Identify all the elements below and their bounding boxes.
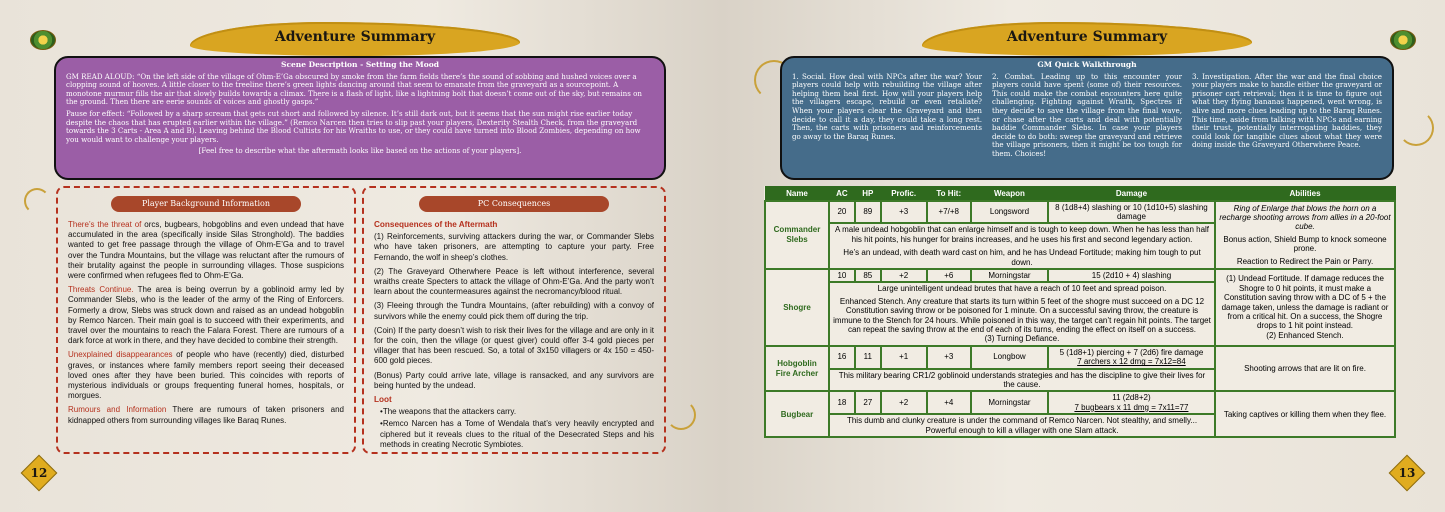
cell-abilities — [1215, 201, 1395, 269]
cell-ac: 20 — [829, 201, 855, 224]
col-hp: HP — [855, 187, 881, 201]
pc-consequences-box — [362, 186, 666, 454]
walkthrough-combat: 2. Combat. Leading up to this encounter your players could have spent (some of) their resources. This could make the combat encounters here quite challenging. Fighting against Wraith, Spectres if they decide to save the village from the final wave, or chase after the carts and deal with potentially baddie Commander Slebs. In case your players decide to do both: sweep the graveyard and retrieve the village prisoners, then it might be too tough for them. Choices! — [992, 71, 1182, 158]
cell-hit: +7/+8 — [927, 201, 971, 224]
table-row — [765, 269, 1395, 282]
damage-text: 7 bugbears x 11 dmg = 7x11=77 — [1074, 402, 1189, 412]
decorative-swirl — [1398, 110, 1434, 146]
cell-prof: +3 — [881, 201, 927, 224]
monster-name: Commander Slebs — [765, 201, 829, 269]
pc-title: PC Consequences — [419, 196, 609, 212]
cell-weapon: Longbow — [971, 346, 1048, 369]
aftermath-heading: Consequences of the Aftermath — [374, 220, 498, 229]
consequence-item: (1) Reinforcements, surviving attackers during the war, or Commander Slebs who have taken prisoners, are attempting to capture your party. Free Fernando, the wolf in sheep’s clothes. — [374, 232, 654, 262]
col-profic: Profic. — [881, 187, 927, 201]
decorative-swirl — [24, 188, 50, 214]
table-header-row — [765, 187, 1395, 201]
cell-prof: +2 — [881, 269, 927, 282]
ability-text: (2) Enhanced Stench. — [1266, 330, 1344, 340]
scene-note: [Feel free to describe what the aftermath looks like based on the actions of your players]. — [198, 146, 522, 156]
col-to-hit: To Hit: — [927, 187, 971, 201]
consequence-item: (Bonus) Party could arrive late, village is ransacked, and any survivors are being hunted by the undead. — [374, 370, 654, 390]
scene-title: Scene Description - Setting the Mood — [281, 60, 439, 69]
scene-description-box — [54, 56, 666, 180]
table-row — [765, 201, 1395, 224]
consequence-item: (3) Fleeing through the Tundra Mountains, (after rebuilding) with a convoy of survivors while the enemy could pick them off during the trip. — [374, 301, 654, 321]
damage-text: 7 archers x 12 dmg = 7x12=84 — [1077, 357, 1186, 367]
walkthrough-social: 1. Social. How deal with NPCs after the war? Your players could help with rebuilding the village after helping them heal first. How will your players help the villagers escape, rebuild or even retaliate? When your players clear the Graveyard and then decide to call it a day, they could take a long rest. Then, the carts with prisoners and reinforcements go away to the Baraq Runes. — [792, 71, 982, 141]
description-text: He’s an undead, with death ward cast on him, and he has Undead Fortitude; making him tough to put down. — [843, 248, 1201, 267]
page-number-badge — [21, 455, 58, 492]
page-number: 12 — [30, 466, 48, 480]
page-number-badge — [1389, 455, 1426, 492]
consequence-item: (2) The Graveyard Otherwhere Peace is left without interference, several wraiths create Specters to attack the village of Ohm-E’Ga. And the party won’t learn about the countermeasures against the necromancy/blood ritual. — [374, 266, 654, 297]
monster-stat-table — [764, 186, 1396, 438]
description-text: Enhanced Stench. Any creature that starts its turn within 5 feet of the shogre must succeed on a DC 12 Constitution saving throw or be poisoned for 1 minute. On a successful saving throw, the creature is immune to the Stench for 24 hours. While poisoned in this way, the target can’t regain hit points. The target can repeat the saving throw at the end of each of its turns, ending the effect on itself on a success. — [833, 296, 1211, 334]
player-background-box — [56, 186, 356, 454]
cell-hit: +4 — [927, 391, 971, 414]
cell-ac: 10 — [829, 269, 855, 282]
col-ac: AC — [829, 187, 855, 201]
ability-text: Ring of Enlarge that blows the horn on a recharge shooting arrows from allies in a 20-foot cube. — [1219, 203, 1391, 232]
damage-text: 5 (1d8+1) piercing + 7 (2d6) fire damage — [1059, 347, 1204, 357]
cell-damage: 8 (1d8+4) slashing or 10 (1d10+5) slashing damage — [1048, 201, 1215, 224]
cell-damage: 15 (2d10 + 4) slashing — [1048, 269, 1215, 282]
cell-weapon: Morningstar — [971, 269, 1048, 282]
scene-read-aloud: GM READ ALOUD: “On the left side of the village of Ohm-E’Ga obscured by smoke from the farm fields there’s the sound of sobbing and hushed voices over a clopping sound of hooves. A little closer to the treeline there’s green lights dancing around that seem to emanate from the graveyard as a sourcepoint. A monotone murmur fills the air that slowly builds towards a climax. There is a flash of light, like a lightning bolt that doesn’t come out of the sky, but remains on the ground. Then there are eerie sounds of voices and ghostly gasps.” — [66, 71, 642, 107]
table-row — [765, 346, 1395, 369]
logo-icon — [1390, 30, 1416, 50]
col-abilities: Abilities — [1215, 187, 1395, 201]
background-item: There’s the threat of orcs, bugbears, hobgoblins and even undead that have accumulated in the area (specifically inside Silas Stronghold). The baddies wanted to get free passage through the village of Ohm-E’Ga and to travel over the Tundra Mountains, but the village was reluctant after the rumours of their brutality against the people in surrounding villages. Those suspicions were confirmed when refugees fled to Ohm-E’Ga. — [68, 220, 345, 281]
monster-name: Shogre — [765, 269, 829, 346]
col-name: Name — [765, 187, 829, 201]
logo-icon — [30, 30, 56, 50]
loot-list — [374, 407, 654, 450]
background-title: Player Background Information — [111, 196, 301, 212]
col-weapon: Weapon — [971, 187, 1048, 201]
cell-damage — [1048, 346, 1215, 369]
table-row — [765, 391, 1395, 414]
description-text: (3) Turning Defiance. — [984, 334, 1060, 344]
cell-abilities — [1215, 269, 1395, 346]
cell-weapon: Longsword — [971, 201, 1048, 224]
cell-prof: +1 — [881, 346, 927, 369]
cell-hit: +6 — [927, 269, 971, 282]
cell-description: This dumb and clunky creature is under the command of Remco Narcen. Not stealthy, and smelly... Powerful enough to kill a villager with one Slam attack. — [829, 414, 1215, 437]
cell-hit: +3 — [927, 346, 971, 369]
cell-hp: 27 — [855, 391, 881, 414]
page-header: Adventure Summary — [1006, 29, 1168, 45]
cell-abilities: Taking captives or killing them when they flee. — [1215, 391, 1395, 437]
cell-description: This military bearing CR1/2 goblinoid understands strategies and has the discipline to give their lives for the cause. — [829, 369, 1215, 392]
background-item: Rumours and Information There are rumours of taken prisoners and kidnapped others from surrounding villages like Baraq Runes. — [68, 405, 345, 425]
page-header: Adventure Summary — [274, 29, 436, 45]
cell-hp: 11 — [855, 346, 881, 369]
consequence-item: (Coin) If the party doesn’t wish to risk their lives for the village and are only in it for the coin, then the village (or quest giver) could offer 3-4 gold pieces per villager that has been rescued. So, a total of 3x150 villagers or 4x 150 = 450-600 gold pieces. — [374, 325, 654, 366]
cell-prof: +2 — [881, 391, 927, 414]
cell-abilities: Shooting arrows that are lit on fire. — [1215, 346, 1395, 392]
walkthrough-investigation: 3. Investigation. After the war and the final choice your players make to handle either the graveyard or prisoner cart retrieval; then it is time to figure out what they flying bananas happened, went wrong, is alive and more clues leading up to the Baraq Runes. This time, aside from talking with NPCs and earning their trust, potentially interrogating baddies, they could look for tangible clues about what they were doing inside the Graveyard Otherwhere Peace. — [1192, 71, 1382, 150]
cell-hp: 85 — [855, 269, 881, 282]
cell-description — [829, 223, 1215, 269]
cell-weapon: Morningstar — [971, 391, 1048, 414]
loot-item: • Remco Narcen has a Tome of Wendala that’s very heavily encrypted and ciphered but it reveals clues to the ritual of the Desecrated Steps and his methods in creating Necrotic Symbiotes. — [380, 419, 654, 450]
cell-hp: 89 — [855, 201, 881, 224]
monster-name: Hobgoblin Fire Archer — [765, 346, 829, 392]
col-damage: Damage — [1048, 187, 1215, 201]
cell-damage — [1048, 391, 1215, 414]
gm-walkthrough-box — [780, 56, 1394, 180]
ability-text: Reaction to Redirect the Pain or Parry. — [1236, 256, 1374, 266]
walkthrough-title: GM Quick Walkthrough — [1037, 60, 1137, 69]
scene-pause: Pause for effect: “Followed by a sharp scream that gets cut short and followed by silence. It’s still dark out, but it seems that the sun might rise earlier today despite the chaos that has erupted earlier within the village.” (Remco Narcen then tries to slip past your players, Dexterity Stealth Check, from the graveyard towards the 3 Carts - Area A and B). Leaving behind the Blood Cultists for his Wraiths to use, or they could have turned into Blood Zombies, depending on how you would want to challenge your players. — [66, 108, 641, 144]
background-item: Unexplained disappearances of people who have (recently) died, disturbed graves, or instances where family members report seeing their deceased loved ones after they have been buried. This coincides with reports of mysterious individuals or groups frequenting funeral homes, hospitals, or morgues. — [68, 350, 345, 401]
loot-item: • The weapons that the attackers carry. — [380, 407, 654, 417]
background-item: Threats Continue. The area is being overrun by a goblinoid army led by Commander Slebs, who is the leader of the army of the Ring of Enforcers. Formerly a drow, Slebs was struck down and raised as an undead hobgoblin by Remco Narcen. Their main goal is to succeed with their experiments, and travel over the mountains to reach the Falara Forest. There are rumours of a dark force at work in there, and they have decided to combine their strength. — [68, 285, 344, 346]
decorative-swirl — [666, 400, 696, 430]
cell-description — [829, 282, 1215, 345]
description-text: A male undead hobgoblin that can enlarge himself and is tough to keep down. When he has less than half his hit points, his hunger for brains increases, and he uses his first and second legendary action. — [834, 225, 1210, 244]
ability-text: Bonus action, Shield Bump to knock someone prone. — [1223, 234, 1387, 254]
damage-text: 11 (2d8+2) — [1112, 393, 1151, 403]
left-page — [0, 0, 722, 512]
cell-ac: 18 — [829, 391, 855, 414]
monster-name: Bugbear — [765, 391, 829, 437]
loot-heading: Loot — [374, 395, 392, 405]
page-number: 13 — [1398, 466, 1416, 480]
ability-text: (1) Undead Fortitude. If damage reduces the Shogre to 0 hit points, it must make a Constitution saving throw with a DC of 5 + the damage taken, unless the damage is radiant or from a critical hit. On a success, the Shogre drops to 1 hit point instead. — [1221, 274, 1389, 331]
cell-ac: 16 — [829, 346, 855, 369]
description-text: Large unintelligent undead brutes that have a reach of 10 feet and spread poison. — [877, 284, 1167, 294]
